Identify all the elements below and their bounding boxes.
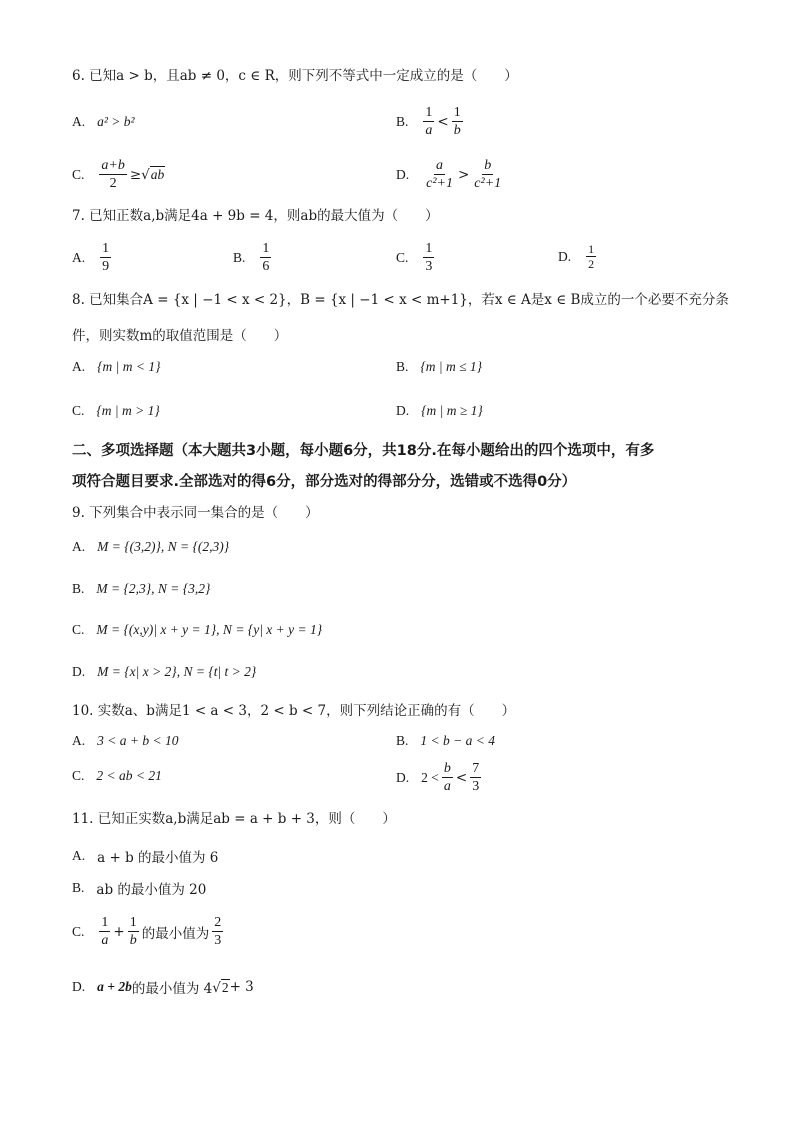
q7-option-c: C. $\frac{1}{3}$ xyxy=(396,241,433,274)
q11-option-a: A. a + b 的最小值为 6 xyxy=(72,848,219,866)
q9-option-a: A. M = {(3,2)}, N = {(2,3)} xyxy=(72,539,230,554)
q10-option-a: A. 3 < a + b < 10 xyxy=(72,733,179,748)
q6-option-a: A. a² > b² xyxy=(72,114,135,129)
q8-stem-line1: 8. 已知集合A = {x | −1 < x < 2}，B = {x | −1 < x < m+1}，若x ∈ A是x ∈ B成立的一个必要不充分条 xyxy=(72,292,729,308)
q10-option-b: B. 1 < b − a < 4 xyxy=(396,733,495,748)
q10-option-c: C. 2 < ab < 21 xyxy=(72,768,162,783)
q8-option-b: B. {m | m ≤ 1} xyxy=(396,359,483,374)
q9-stem: 9. 下列集合中表示同一集合的是（ ） xyxy=(72,505,319,521)
q11-stem: 11. 已知正实数a,b满足ab = a + b + 3，则（ ） xyxy=(72,811,396,827)
q6-option-b: B. $\frac{1}{a}$ < $\frac{1}{b}$ xyxy=(396,105,461,138)
q7-option-a: A. $\frac{1}{9}$ xyxy=(72,241,110,274)
q7-option-d: D. $\frac{1}{2}$ xyxy=(558,242,595,271)
q8-stem-line2: 件，则实数m的取值范围是（ ） xyxy=(72,328,288,344)
q8-option-d: D. {m | m ≥ 1} xyxy=(396,403,483,418)
section-heading-multiple-choice: 二、多项选择题（本大题共3小题，每小题6分，共18分.在每小题给出的四个选项中，有多 项符合题目要求.全部选对的得6分，部分选对的得部分分，选错或不选得0分） xyxy=(72,443,655,490)
q6-option-c: C. $\frac{a+b}{2}$ ≥ √ab xyxy=(72,158,165,191)
q9-option-c: C. M = {(x,y)| x + y = 1}, N = {y| x + y = 1} xyxy=(72,622,323,637)
q9-option-d: D. M = {x| x > 2}, N = {t| t > 2} xyxy=(72,664,257,679)
q6-option-d: D. $\frac{a}{\text{c²+1}}$ > $\frac{b}{\text{c²+1}}$ xyxy=(396,158,502,191)
q11-option-b: B. ab 的最小值为 20 xyxy=(72,880,207,898)
q7-option-b: B. $\frac{1}{6}$ xyxy=(233,241,270,274)
q10-option-d: D. 2 < $\frac{b}{a}$ < $\frac{7}{3}$ xyxy=(396,761,480,794)
q11-option-d: D. a + 2b 的最小值为 4 √2 + 3 xyxy=(72,979,254,997)
q10-stem: 10. 实数a、b满足1 < a < 3，2 < b < 7，则下列结论正确的有（ ） xyxy=(72,703,516,719)
q7-stem: 7. 已知正数a,b满足4a + 9b = 4，则ab的最大值为（ ） xyxy=(72,208,439,224)
q9-option-b: B. M = {2,3}, N = {3,2} xyxy=(72,581,211,596)
q6-stem: 6. 已知a > b，且ab ≠ 0，c ∈ R，则下列不等式中一定成立的是（ ） xyxy=(72,68,518,84)
q11-option-c: C. $\frac{1}{a}$ + $\frac{1}{b}$ 的最小值为 $\frac{2}{3}$ xyxy=(72,915,222,948)
q8-option-a: A. {m | m < 1} xyxy=(72,359,161,374)
q8-option-c: C. {m | m > 1} xyxy=(72,403,160,418)
